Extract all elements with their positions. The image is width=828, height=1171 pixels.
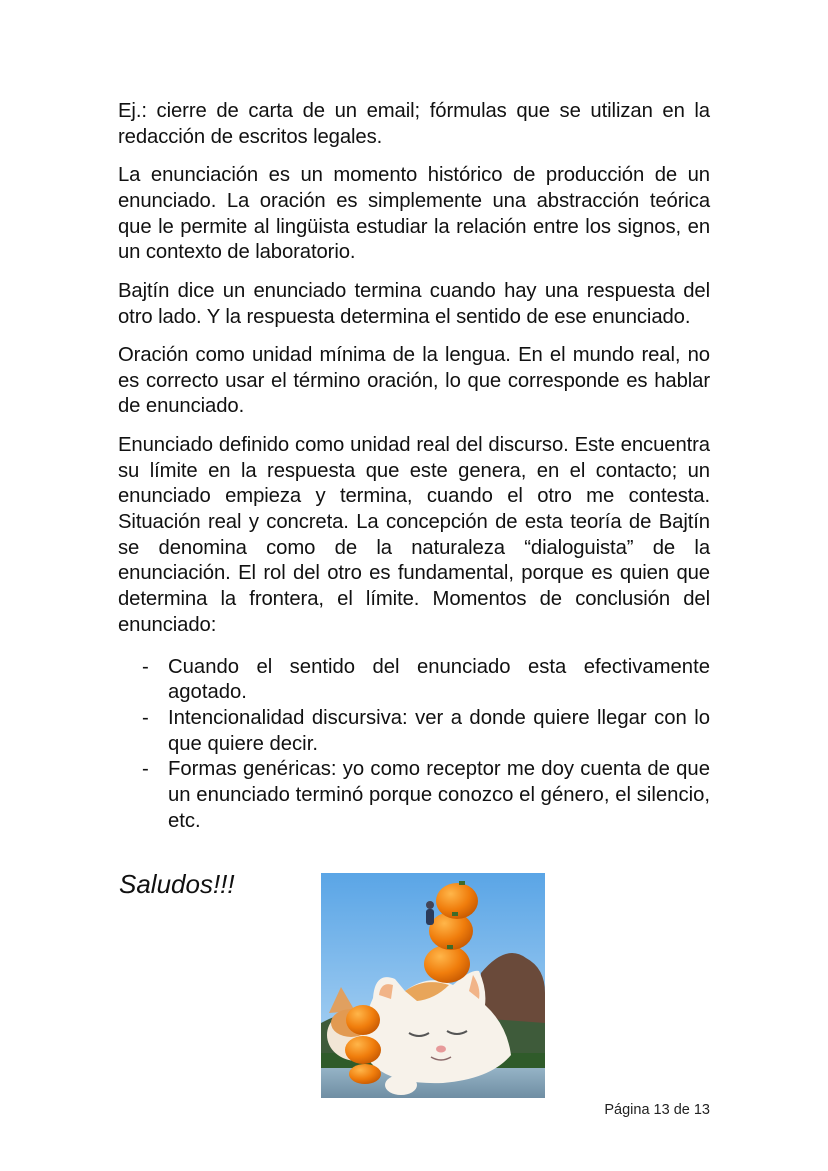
paragraph-enunciacion: La enunciación es un momento histórico de producción de un enunciado. La oración es simplemente una abstracción teórica que le permite al lingüista estudiar la relación entre los signos, en un contexto de laboratorio. xyxy=(118,164,710,264)
paragraph-bajtin: Bajtín dice un enunciado termina cuando hay una respuesta del otro lado. Y la respuesta determina el sentido de ese enunciado. xyxy=(118,279,710,328)
conclusion-list xyxy=(118,655,710,835)
paragraph-example: Ej.: cierre de carta de un email; fórmulas que se utilizan en la redacción de escritos legales. xyxy=(118,100,710,148)
list-item xyxy=(118,706,710,757)
closing-greeting: Saludos!!! xyxy=(119,869,235,899)
bullet-dash: - xyxy=(142,706,149,729)
list-item-text: Formas genéricas: yo como receptor me doy cuenta de que un enunciado terminó porque conozco el género, el silencio, etc. xyxy=(168,758,710,832)
page-number: Página 13 de 13 xyxy=(604,1102,710,1118)
cat-photo xyxy=(321,873,545,1098)
list-item xyxy=(118,655,710,706)
bullet-dash: - xyxy=(142,655,149,678)
paragraph-enunciado: Enunciado definido como unidad real del discurso. Este encuentra su límite en la respuesta que este genera, en el contacto; un enunciado empieza y termina, cuando el otro me contesta. Situación real y concreta. La concepción de esta teoría de Bajtín se denomina como de la naturaleza “dialoguista” de la enunciación. El rol del otro es fundamental, porque es quien que determina la frontera, el límite. Momentos de conclusión del enunciado: xyxy=(118,433,710,636)
bullet-dash: - xyxy=(142,758,149,781)
list-item-text: Cuando el sentido del enunciado esta efectivamente agotado. xyxy=(168,655,710,704)
body-text xyxy=(118,99,710,834)
list-item xyxy=(118,757,710,834)
paragraph-oracion: Oración como unidad mínima de la lengua. En el mundo real, no es correcto usar el término oración, lo que corresponde es hablar de enunciado. xyxy=(118,344,710,418)
list-item-text: Intencionalidad discursiva: ver a donde quiere llegar con lo que quiere decir. xyxy=(168,706,710,755)
